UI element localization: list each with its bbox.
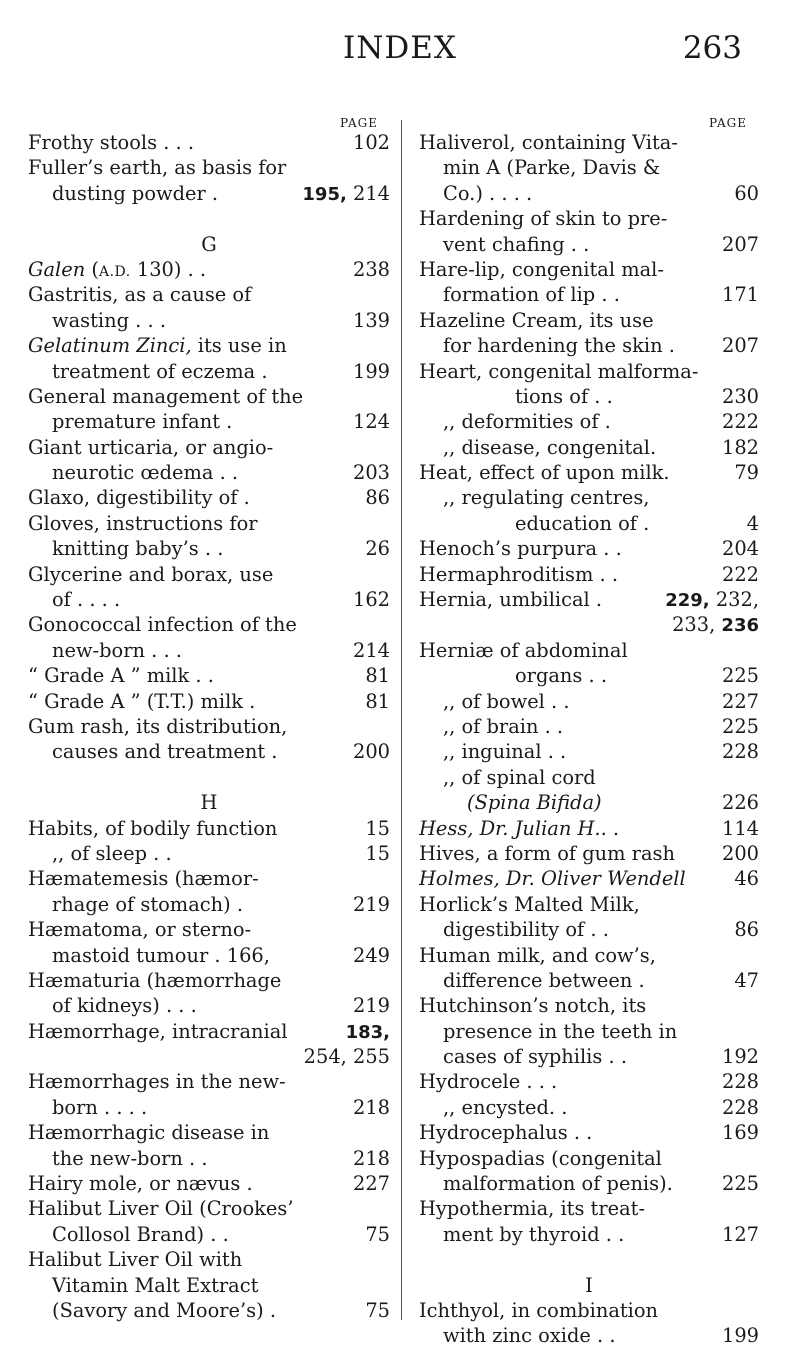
index-entry: Vitamin Malt Extract (52, 1273, 259, 1297)
index-entry: cases of syphilis . . 192 (443, 1045, 759, 1069)
index-entry: knitting baby’s . . 26 (52, 537, 390, 561)
index-entry: 254, 255 (303, 1045, 390, 1069)
index-entry: formation of lip . . 171 (443, 283, 759, 307)
index-entry: of . . . . 162 (52, 588, 390, 612)
page-title: INDEX (343, 30, 457, 66)
page-column-label: PAGE (340, 116, 378, 130)
index-entry: 233, 236 (672, 613, 759, 637)
index-entry: presence in the teeth in (443, 1019, 678, 1043)
index-entry: Glycerine and borax, use (28, 562, 274, 586)
index-entry: Glaxo, digestibility of . 86 (28, 486, 390, 510)
index-entry: Hairy mole, or nævus . 227 (28, 1172, 390, 1196)
index-entry: ,, of bowel . . 227 (443, 689, 759, 713)
index-entry: ,, of spinal cord (443, 765, 596, 789)
index-entry: min A (Parke, Davis & (443, 156, 661, 180)
index-entry: digestibility of . . 86 (443, 918, 759, 942)
index-entry: vent chafing . . 207 (443, 232, 759, 256)
index-entry: Hydrocele . . . 228 (419, 1070, 759, 1094)
index-entry: treatment of eczema . 199 (52, 359, 390, 383)
index-entry: Gastritis, as a cause of (28, 283, 252, 307)
index-entry: Hypothermia, its treat- (419, 1197, 646, 1221)
index-entry: wasting . . . 139 (52, 308, 390, 332)
index-entry: ,, disease, congenital. 182 (443, 435, 759, 459)
index-entry: Fuller’s earth, as basis for (28, 156, 287, 180)
index-entry: ,, of sleep . . 15 (52, 841, 390, 865)
index-entry: dusting powder . 195, 214 (52, 181, 390, 205)
index-entry: (Savory and Moore’s) . 75 (52, 1298, 390, 1322)
index-entry: ,, regulating centres, (443, 486, 650, 510)
index-entry: Hæmorrhages in the new- (28, 1070, 286, 1094)
index-entry: Collosol Brand) . . 75 (52, 1222, 390, 1246)
index-entry: Hardening of skin to pre- (419, 207, 668, 231)
index-entry: Human milk, and cow’s, (419, 943, 656, 967)
index-entry: rhage of stomach) . 219 (52, 892, 390, 916)
index-entry: Halibut Liver Oil (Crookes’ (28, 1197, 294, 1221)
index-entry: neurotic œdema . . 203 (52, 461, 390, 485)
page-column-label: PAGE (709, 116, 747, 130)
index-entry: new-born . . . 214 (52, 638, 390, 662)
index-entry: Galen (A.D. 130) . . 238 (28, 257, 390, 281)
index-entry: premature infant . 124 (52, 410, 390, 434)
index-entry: Henoch’s purpura . . 204 (419, 537, 759, 561)
index-entry: for hardening the skin . 207 (443, 334, 759, 358)
spacer (28, 206, 390, 231)
index-entry: born . . . . 218 (52, 1095, 390, 1119)
index-entry: of kidneys) . . . 219 (52, 994, 390, 1018)
index-entry: Hives, a form of gum rash 200 (419, 841, 759, 865)
index-entry: Heart, congenital malforma- (419, 359, 699, 383)
index-entry: “ Grade A ” (T.T.) milk . 81 (28, 689, 390, 713)
index-entry: Ichthyol, in combination (419, 1298, 659, 1322)
index-entry: education of . 4 (515, 511, 759, 535)
index-entry: Gum rash, its distribution, (28, 714, 288, 738)
index-entry: Heat, effect of upon milk. 79 (419, 461, 759, 485)
index-entry: tions of . . 230 (515, 384, 759, 408)
index-entry: Hernia, umbilical . 229, 232, (419, 588, 759, 612)
index-entry: Hæmatoma, or sterno- (28, 918, 252, 942)
index-entry: Hæmaturia (hæmorrhage (28, 968, 282, 992)
section-letter-h: H (200, 791, 218, 815)
index-column-right (419, 112, 759, 1349)
index-entry: Gelatinum Zinci, its use in (28, 334, 287, 358)
index-entry: Gonococcal infection of the (28, 613, 297, 637)
index-entry: Habits, of bodily function 15 (28, 816, 390, 840)
index-entry: ,, encysted. . 228 (443, 1095, 759, 1119)
index-entry: the new-born . . 218 (52, 1146, 390, 1170)
page-header (0, 30, 800, 90)
index-entry: Co.) . . . . 60 (443, 181, 759, 205)
index-entry: Halibut Liver Oil with (28, 1248, 243, 1272)
index-entry: with zinc oxide . . 199 (443, 1324, 759, 1348)
index-entry: organs . . 225 (515, 664, 759, 688)
index-entry: Herniæ of abdominal (419, 638, 628, 662)
index-entry: Holmes, Dr. Oliver Wendell 46 (419, 867, 759, 891)
section-letter-i: I (585, 1273, 593, 1297)
index-entry: “ Grade A ” milk . . 81 (28, 664, 390, 688)
page-number: 263 (682, 30, 742, 66)
index-entry: Hypospadias (congenital (419, 1146, 662, 1170)
index-entry: Haliverol, containing Vita- (419, 131, 678, 154)
index-entry: ,, deformities of . 222 (443, 410, 759, 434)
index-entry: Hare-lip, congenital mal- (419, 257, 664, 281)
index-entry: Hydrocephalus . . 169 (419, 1121, 759, 1145)
index-entry: Hermaphroditism . . 222 (419, 562, 759, 586)
index-entry: difference between . 47 (443, 968, 759, 992)
index-entry: malformation of penis). 225 (443, 1172, 759, 1196)
index-entry: Frothy stools . . . 102 (28, 131, 390, 154)
index-entry: mastoid tumour . 166, 249 (52, 943, 390, 967)
index-entry: Hutchinson’s notch, its (419, 994, 647, 1018)
index-entry: Horlick’s Malted Milk, (419, 892, 640, 916)
index-entry: Giant urticaria, or angio- (28, 435, 274, 459)
index-entry: Gloves, instructions for (28, 511, 258, 535)
index-entry: (Spina Bifida) 226 (467, 791, 759, 815)
spacer (419, 1247, 759, 1272)
index-column-left (28, 112, 390, 1323)
spacer (28, 765, 390, 790)
column-divider (401, 120, 402, 1320)
index-entry: Hæmorrhage, intracranial 183, (28, 1019, 390, 1043)
index-entry: ment by thyroid . . 127 (443, 1222, 759, 1246)
index-entry: Hæmatemesis (hæmor- (28, 867, 259, 891)
section-letter-g: G (201, 232, 217, 256)
index-entry: Hess, Dr. Julian H.. . 114 (419, 816, 759, 840)
index-entry: General management of the (28, 384, 304, 408)
index-entry: Hazeline Cream, its use (419, 308, 654, 332)
index-entry: ,, of brain . . 225 (443, 714, 759, 738)
index-entry: ,, inguinal . . 228 (443, 740, 759, 764)
index-entry: Hæmorrhagic disease in (28, 1121, 270, 1145)
index-entry: causes and treatment . 200 (52, 740, 390, 764)
